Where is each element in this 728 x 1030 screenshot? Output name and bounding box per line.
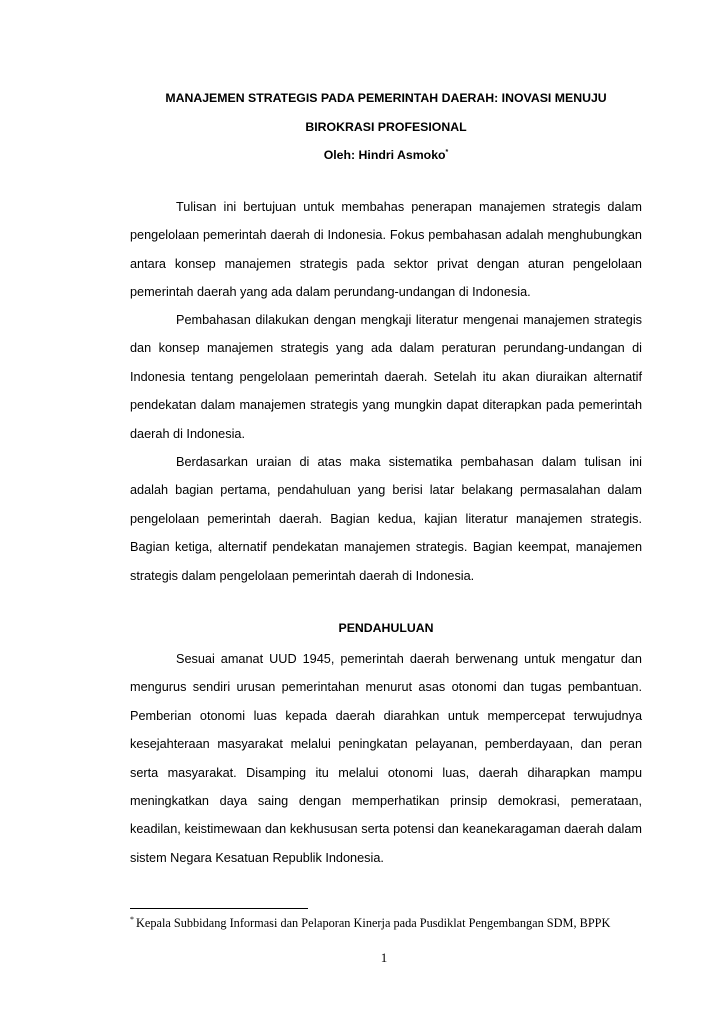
- author-footnote-mark: *: [445, 149, 449, 156]
- footnote-divider: [130, 908, 308, 909]
- author-byline: [130, 148, 642, 162]
- footnote-mark: *: [130, 915, 134, 924]
- abstract-paragraph-1: Tulisan ini bertujuan untuk membahas penerapan manajemen strategis dalam pengelolaan pemerintah daerah di Indonesia. Fokus pembahasan adalah menghubungkan antara konsep manajemen strategis pada sektor privat dengan aturan pengelolaan pemerintah daerah yang ada dalam perundang-undangan di Indonesia.: [130, 200, 642, 300]
- page-number: 1: [380, 950, 388, 965]
- author-name: Oleh: Hindri Asmoko: [323, 148, 446, 162]
- footnote-text: Kepala Subbidang Informasi dan Pelaporan Kinerja pada Pusdiklat Pengembangan SDM, BPPK: [136, 916, 611, 930]
- footnote: [130, 915, 670, 931]
- abstract-paragraph-2: Pembahasan dilakukan dengan mengkaji literatur mengenai manajemen strategis dan konsep manajemen strategis yang ada dalam peraturan perundang-undangan di Indonesia tentang pengelolaan pemerintah daerah. Setelah itu akan diuraikan alternatif pendekatan dalam manajemen strategis yang mungkin dapat diterapkan pada pemerintah daerah di Indonesia.: [130, 313, 642, 441]
- section-paragraph: Sesuai amanat UUD 1945, pemerintah daerah berwenang untuk mengatur dan mengurus sendiri urusan pemerintahan menurut asas otonomi dan tugas pembantuan. Pemberian otonomi luas kepada daerah diarahkan untuk mempercepat terwujudnya kesejahteraan masyarakat melalui peningkatan pelayanan, pemberdayaan, dan peran serta masyarakat. Disamping itu melalui otonomi luas, daerah diharapkan mampu meningkatkan daya saing dengan memperhatikan prinsip demokrasi, pemerataan, keadilan, keistimewaan dan kekhususan serta potensi dan keanekaragaman daerah dalam sistem Negara Kesatuan Republik Indonesia.: [130, 652, 642, 865]
- section-heading: PENDAHULUAN: [338, 621, 434, 635]
- abstract-paragraph-3: Berdasarkan uraian di atas maka sistematika pembahasan dalam tulisan ini adalah bagian pertama, pendahuluan yang berisi latar belakang permasalahan dalam pengelolaan pemerintah daerah. Bagian kedua, kajian literatur manajemen strategis. Bagian ketiga, alternatif pendekatan manajemen strategis. Bagian keempat, manajemen strategis dalam pengelolaan pemerintah daerah di Indonesia.: [130, 455, 642, 583]
- document-title-line-1: MANAJEMEN STRATEGIS PADA PEMERINTAH DAERAH: INOVASI MENUJU: [165, 91, 607, 105]
- document-title-line-2: BIROKRASI PROFESIONAL: [305, 120, 467, 134]
